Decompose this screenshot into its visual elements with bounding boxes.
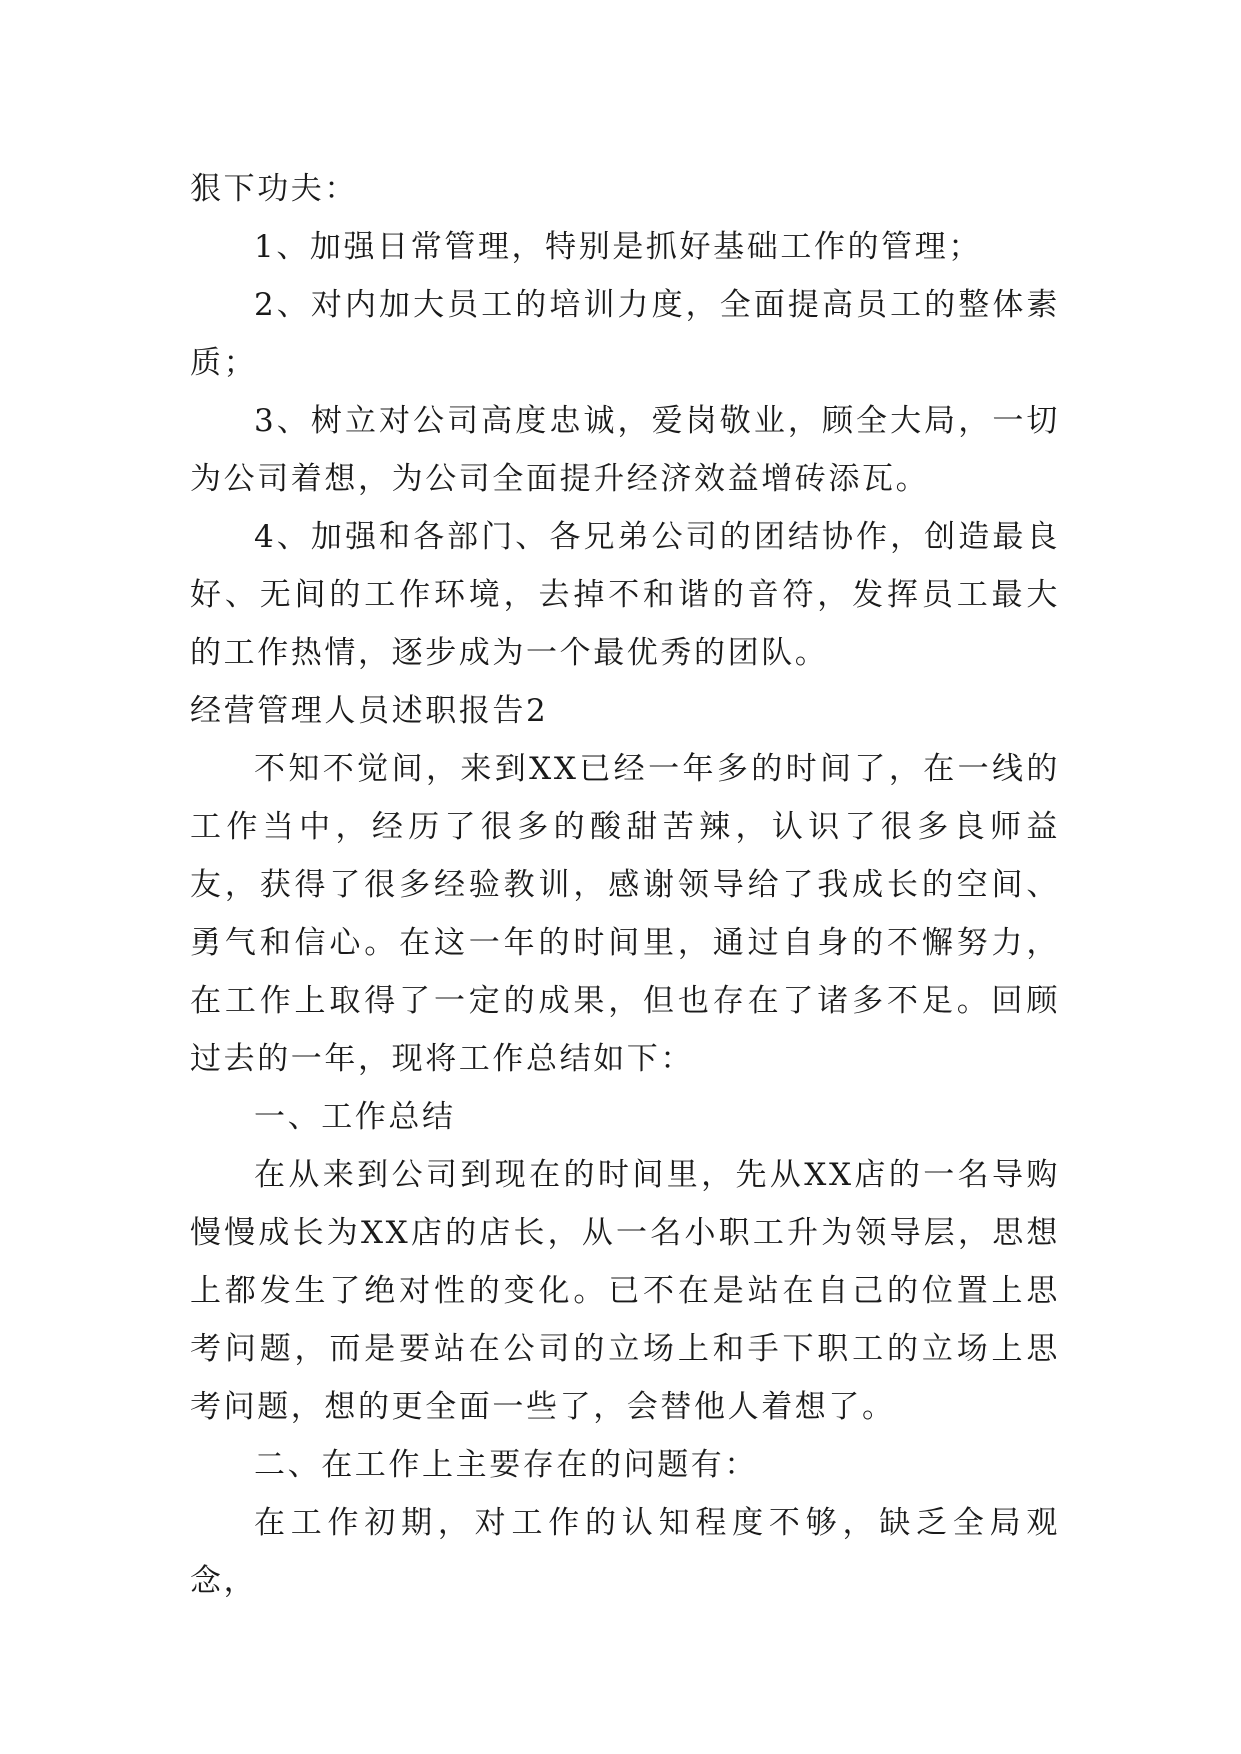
list-item-4: 4、加强和各部门、各兄弟公司的团结协作，创造最良好、无间的工作环境，去掉不和谐的音符，发挥员工最大的工作热情，逐步成为一个最优秀的团队。	[190, 519, 1060, 671]
subsection-heading: 一、工作总结	[254, 1099, 456, 1135]
body-paragraph: 狠下功夫：	[190, 171, 358, 207]
body-paragraph: 在从来到公司到现在的时间里，先从XX店的一名导购慢慢成长为XX店的店长，从一名小职工升为领导层，思想上都发生了绝对性的变化。已不在是站在自己的位置上思考问题，而是要站在公司的立场上和手下职工的立场上思考问题，想的更全面一些了，会替他人着想了。	[190, 1157, 1060, 1425]
list-item-3: 3、树立对公司高度忠诚，爱岗敬业，顾全大局，一切为公司着想，为公司全面提升经济效益增砖添瓦。	[190, 403, 1060, 497]
body-paragraph: 不知不觉间，来到XX已经一年多的时间了，在一线的工作当中，经历了很多的酸甜苦辣，认识了很多良师益友，获得了很多经验教训，感谢领导给了我成长的空间、勇气和信心。在这一年的时间里，通过自身的不懈努力，在工作上取得了一定的成果，但也存在了诸多不足。回顾过去的一年，现将工作总结如下：	[190, 751, 1060, 1077]
section-title: 经营管理人员述职报告2	[190, 693, 549, 729]
document-body	[190, 160, 1060, 1610]
list-item-2: 2、对内加大员工的培训力度，全面提高员工的整体素质；	[190, 287, 1060, 381]
body-paragraph: 在工作初期，对工作的认知程度不够，缺乏全局观念，	[190, 1505, 1060, 1599]
list-item-1: 1、加强日常管理，特别是抓好基础工作的管理；	[254, 229, 982, 265]
subsection-heading: 二、在工作上主要存在的问题有：	[254, 1447, 758, 1483]
